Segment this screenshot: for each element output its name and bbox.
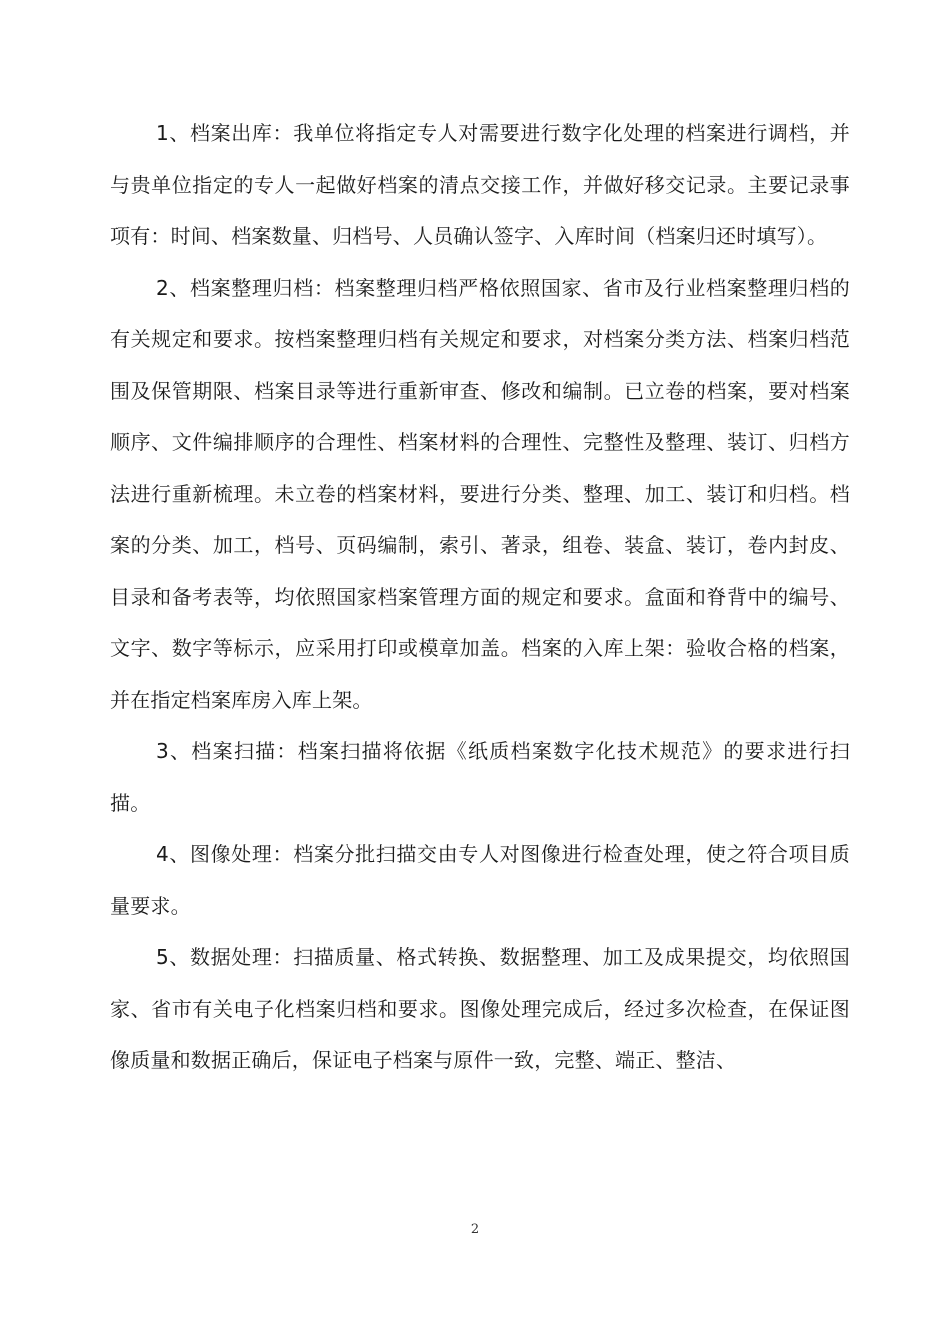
paragraph-archive-scanning: 3、档案扫描：档案扫描将依据《纸质档案数字化技术规范》的要求进行扫描。 (110, 739, 850, 815)
paragraph-data-processing: 5、数据处理：扫描质量、格式转换、数据整理、加工及成果提交，均依照国家、省市有关电子化档案归档和要求。图像处理完成后，经过多次检查，在保证图像质量和数据正确后，保证电子档案与原件一致，完整、端正、整洁、 (110, 945, 850, 1072)
paragraph-image-processing: 4、图像处理：档案分批扫描交由专人对图像进行检查处理，使之符合项目质量要求。 (110, 842, 850, 918)
document-body (110, 108, 850, 1087)
paragraph-archive-checkout: 1、档案出库：我单位将指定专人对需要进行数字化处理的档案进行调档，并与贵单位指定的专人一起做好档案的清点交接工作，并做好移交记录。主要记录事项有：时间、档案数量、归档号、人员确认签字、入库时间（档案归还时填写）。 (110, 121, 850, 248)
paragraph-archive-organizing: 2、档案整理归档：档案整理归档严格依照国家、省市及行业档案整理归档的有关规定和要求。按档案整理归档有关规定和要求，对档案分类方法、档案归档范围及保管期限、档案目录等进行重新审查、修改和编制。已立卷的档案，要对档案顺序、文件编排顺序的合理性、档案材料的合理性、完整性及整理、装订、归档方法进行重新梳理。未立卷的档案材料，要进行分类、整理、加工、装订和归档。档案的分类、加工，档号、页码编制，索引、著录，组卷、装盒、装订，卷内封皮、目录和备考表等，均依照国家档案管理方面的规定和要求。盒面和脊背中的编号、文字、数字等标示，应采用打印或模章加盖。档案的入库上架：验收合格的档案，并在指定档案库房入库上架。 (110, 275, 850, 712)
page-number: 2 (470, 1222, 480, 1237)
